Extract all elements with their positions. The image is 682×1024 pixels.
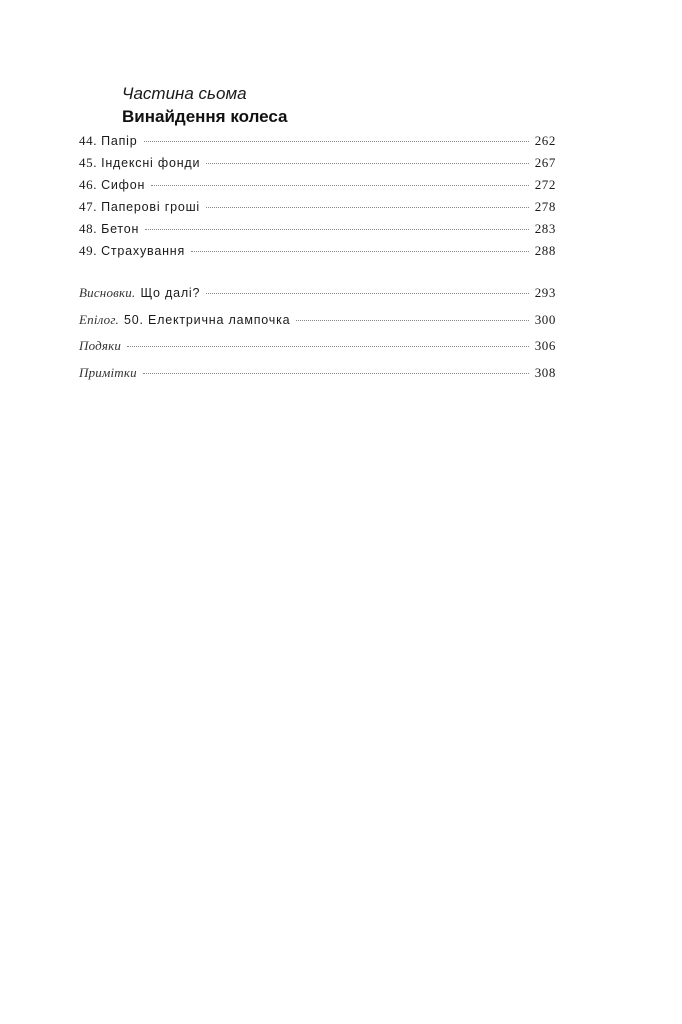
toc-entry-45[interactable] bbox=[79, 155, 556, 177]
chapter-list bbox=[79, 133, 556, 265]
part-title: Винайдення колеса bbox=[122, 107, 288, 126]
dot-leader bbox=[143, 373, 529, 374]
page-number: 300 bbox=[534, 311, 556, 327]
toc-entry-48[interactable] bbox=[79, 221, 556, 243]
page-number: 267 bbox=[534, 155, 556, 170]
section-label: Подяки bbox=[79, 338, 122, 353]
page-number: 283 bbox=[534, 221, 556, 236]
page-number: 308 bbox=[534, 364, 556, 380]
section-title: Що далі? bbox=[140, 286, 201, 300]
toc-entry-conclusions[interactable] bbox=[79, 285, 556, 312]
toc-entry-47[interactable] bbox=[79, 199, 556, 221]
toc-entry-epilogue[interactable] bbox=[79, 312, 556, 339]
page-number: 278 bbox=[534, 199, 556, 214]
chapter-title: Паперові гроші bbox=[101, 200, 200, 214]
page-number: 272 bbox=[534, 177, 556, 192]
chapter-number: 46. bbox=[79, 177, 98, 192]
chapter-title: Страхування bbox=[101, 244, 186, 258]
toc-entry-44[interactable] bbox=[79, 133, 556, 155]
section-label: Примітки bbox=[79, 364, 137, 380]
chapter-title: Бетон bbox=[101, 222, 140, 236]
dot-leader bbox=[127, 346, 529, 347]
dot-leader bbox=[145, 229, 528, 230]
page-number: 293 bbox=[534, 285, 556, 300]
dot-leader bbox=[206, 163, 528, 164]
part-label: Частина сьома bbox=[122, 84, 247, 103]
chapter-number: 49. bbox=[79, 243, 98, 258]
toc-entry-49[interactable] bbox=[79, 243, 556, 265]
toc-entry-notes[interactable] bbox=[79, 365, 556, 392]
page-number: 306 bbox=[534, 338, 556, 353]
dot-leader bbox=[296, 320, 528, 321]
page-number: 288 bbox=[534, 243, 556, 258]
dot-leader bbox=[206, 293, 528, 294]
chapter-title: Папір bbox=[101, 134, 138, 148]
dot-leader bbox=[144, 141, 529, 142]
section-label: Епілог. bbox=[79, 311, 119, 327]
chapter-number: 48. bbox=[79, 221, 98, 236]
chapter-number: 47. bbox=[79, 199, 98, 214]
section-label: Висновки. bbox=[79, 285, 136, 300]
chapter-number: 44. bbox=[79, 133, 98, 148]
chapter-number: 45. bbox=[79, 155, 98, 170]
dot-leader bbox=[191, 251, 529, 252]
dot-leader bbox=[206, 207, 529, 208]
back-matter-list bbox=[79, 285, 556, 391]
dot-leader bbox=[151, 185, 528, 186]
toc-entry-acknowledgements[interactable] bbox=[79, 338, 556, 365]
toc-entry-46[interactable] bbox=[79, 177, 556, 199]
chapter-title: Сифон bbox=[101, 178, 146, 192]
page-number: 262 bbox=[534, 133, 556, 148]
section-title: 50. Електрична лампочка bbox=[123, 312, 291, 327]
chapter-title: Індексні фонди bbox=[101, 156, 201, 170]
